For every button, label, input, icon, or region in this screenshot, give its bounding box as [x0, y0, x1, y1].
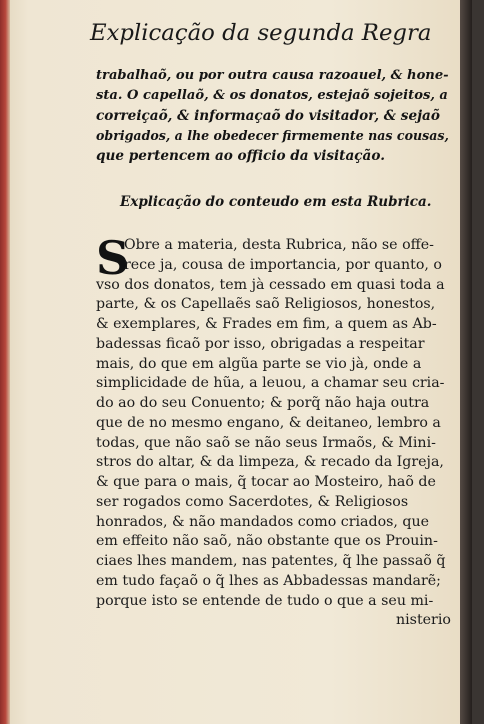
body-line: vso dos donatos, tem jà cessado em quasi toda a	[96, 276, 445, 293]
section-heading: Explicação do conteudo em esta Rubrica.	[120, 194, 432, 210]
body-paragraph	[96, 231, 452, 631]
body-line: & que para o mais, q̃ tocar ao Mosteiro, haõ de	[96, 474, 436, 490]
body-line: parte, & os Capellaẽs saõ Religiosos, honestos,	[96, 296, 436, 313]
body-line: porque isto se entende de tudo o que a seu mi-	[96, 592, 434, 609]
italic-line: correiçaõ, & informaçaõ do visitador, & sejaõ	[96, 108, 440, 124]
page-binding-edge	[0, 0, 10, 724]
body-line: rece ja, cousa de importancia, por quanto, o	[124, 256, 442, 273]
body-line: ciaes lhes mandem, nas patentes, q̃ lhe passaõ q̃	[96, 553, 446, 569]
body-line: stros do altar, & da limpeza, & recado da Igreja,	[96, 454, 444, 471]
body-line: Obre a materia, desta Rubrica, não se offe-	[124, 237, 434, 253]
italic-line: sta. O capellaõ, & os donatos, estejaõ sojeitos, a	[96, 88, 448, 103]
body-line: ser rogados como Sacerdotes, & Religiosos	[96, 493, 409, 510]
body-line: todas, que não saõ se não seus Irmaõs, & Mini-	[96, 434, 436, 451]
body-line: & exemplares, & Frades em fim, a quem as Ab-	[96, 316, 437, 332]
page-edge-shadow	[460, 0, 472, 724]
italic-line: que pertencem ao officio da visitação.	[96, 148, 385, 164]
running-head: Explicação da segunda Regra	[90, 20, 432, 46]
body-line: badessas ficaõ por isso, obrigadas a respeitar	[96, 335, 425, 352]
body-line: nisterio	[396, 612, 451, 629]
body-line: do ao do seu Conuento; & porq̃ não haja outra	[96, 395, 430, 411]
body-line: que de no mesmo engano, & deitaneo, lembro a	[96, 414, 441, 431]
body-line: em effeito não saõ, não obstante que os Prouin-	[96, 533, 438, 550]
body-line: mais, do que em algũa parte se vio jà, onde a	[96, 355, 422, 372]
italic-paragraph	[96, 66, 448, 166]
drop-cap: S	[96, 231, 130, 285]
italic-line: trabalhaõ, ou por outra causa razoauel, & hone-	[96, 68, 449, 83]
italic-line: obrigados, a lhe obedecer firmemente nas cousas,	[96, 128, 449, 143]
body-line: simplicidade de hũa, a leuou, a chamar seu cria-	[96, 375, 445, 392]
body-line: honrados, & não mandados como criados, que	[96, 513, 430, 530]
body-line: em tudo façaõ o q̃ lhes as Abbadessas mandarẽ;	[96, 572, 441, 589]
